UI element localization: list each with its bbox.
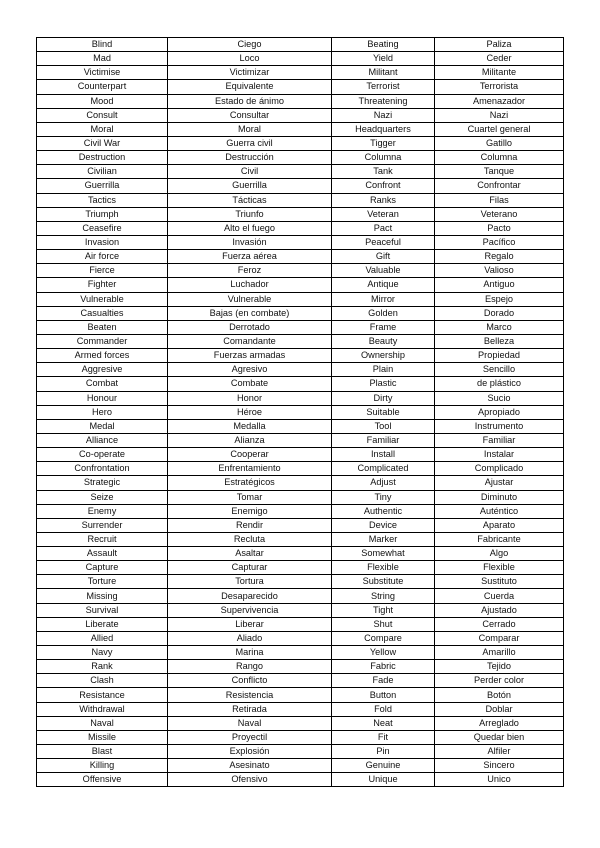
spanish-term-b-cell: Comparar [435, 631, 564, 645]
table-row [37, 532, 564, 546]
spanish-term-a-cell: Liberar [168, 617, 332, 631]
english-term-a-cell: Missile [37, 730, 168, 744]
english-term-b-cell: Peaceful [332, 235, 435, 249]
table-row [37, 448, 564, 462]
english-term-a-cell: Confrontation [37, 462, 168, 476]
spanish-term-a-cell: Marina [168, 646, 332, 660]
spanish-term-b-cell: Apropiado [435, 405, 564, 419]
table-row [37, 94, 564, 108]
spanish-term-a-cell: Proyectil [168, 730, 332, 744]
english-term-a-cell: Blast [37, 745, 168, 759]
table-row [37, 193, 564, 207]
english-term-a-cell: Capture [37, 561, 168, 575]
english-term-a-cell: Mood [37, 94, 168, 108]
english-term-a-cell: Co-operate [37, 448, 168, 462]
english-term-b-cell: Dirty [332, 391, 435, 405]
english-term-b-cell: Columna [332, 151, 435, 165]
spanish-term-a-cell: Honor [168, 391, 332, 405]
english-term-a-cell: Beaten [37, 320, 168, 334]
table-row [37, 349, 564, 363]
english-term-b-cell: Authentic [332, 504, 435, 518]
english-term-a-cell: Survival [37, 603, 168, 617]
table-row [37, 38, 564, 52]
table-row [37, 575, 564, 589]
english-term-b-cell: Threatening [332, 94, 435, 108]
spanish-term-b-cell: Sincero [435, 759, 564, 773]
english-term-a-cell: Triumph [37, 207, 168, 221]
spanish-term-a-cell: Tácticas [168, 193, 332, 207]
table-row [37, 547, 564, 561]
spanish-term-a-cell: Victimizar [168, 66, 332, 80]
english-term-a-cell: Invasion [37, 235, 168, 249]
english-term-b-cell: Complicated [332, 462, 435, 476]
english-term-a-cell: Seize [37, 490, 168, 504]
english-term-a-cell: Alliance [37, 433, 168, 447]
english-term-b-cell: Install [332, 448, 435, 462]
spanish-term-b-cell: Militante [435, 66, 564, 80]
english-term-b-cell: Beauty [332, 334, 435, 348]
spanish-term-b-cell: Algo [435, 547, 564, 561]
spanish-term-b-cell: Doblar [435, 702, 564, 716]
spanish-term-a-cell: Loco [168, 52, 332, 66]
spanish-term-b-cell: Complicado [435, 462, 564, 476]
spanish-term-b-cell: Valioso [435, 264, 564, 278]
english-term-a-cell: Missing [37, 589, 168, 603]
spanish-term-a-cell: Estado de ánimo [168, 94, 332, 108]
spanish-term-b-cell: Sucio [435, 391, 564, 405]
table-row [37, 490, 564, 504]
english-term-a-cell: Consult [37, 108, 168, 122]
table-row [37, 80, 564, 94]
spanish-term-a-cell: Alianza [168, 433, 332, 447]
spanish-term-a-cell: Héroe [168, 405, 332, 419]
english-term-a-cell: Destruction [37, 151, 168, 165]
spanish-term-a-cell: Rendir [168, 518, 332, 532]
english-term-a-cell: Enemy [37, 504, 168, 518]
spanish-term-a-cell: Civil [168, 165, 332, 179]
spanish-term-a-cell: Capturar [168, 561, 332, 575]
english-term-b-cell: Button [332, 688, 435, 702]
english-term-a-cell: Torture [37, 575, 168, 589]
spanish-term-b-cell: Cuartel general [435, 122, 564, 136]
english-term-a-cell: Air force [37, 250, 168, 264]
spanish-term-a-cell: Explosión [168, 745, 332, 759]
table-row [37, 660, 564, 674]
english-term-b-cell: Unique [332, 773, 435, 787]
spanish-term-b-cell: Nazi [435, 108, 564, 122]
spanish-term-b-cell: Cerrado [435, 617, 564, 631]
english-term-b-cell: Genuine [332, 759, 435, 773]
spanish-term-b-cell: Sencillo [435, 363, 564, 377]
english-term-a-cell: Armed forces [37, 349, 168, 363]
spanish-term-a-cell: Derrotado [168, 320, 332, 334]
table-row [37, 405, 564, 419]
english-term-b-cell: Valuable [332, 264, 435, 278]
spanish-term-a-cell: Medalla [168, 419, 332, 433]
spanish-term-b-cell: Ajustar [435, 476, 564, 490]
english-term-a-cell: Casualties [37, 306, 168, 320]
spanish-term-b-cell: Tejido [435, 660, 564, 674]
english-term-b-cell: Familiar [332, 433, 435, 447]
spanish-term-b-cell: Marco [435, 320, 564, 334]
table-row [37, 589, 564, 603]
spanish-term-b-cell: de plástico [435, 377, 564, 391]
english-term-a-cell: Strategic [37, 476, 168, 490]
spanish-term-b-cell: Quedar bien [435, 730, 564, 744]
english-term-a-cell: Resistance [37, 688, 168, 702]
table-row [37, 66, 564, 80]
english-term-b-cell: Tank [332, 165, 435, 179]
english-term-a-cell: Hero [37, 405, 168, 419]
english-term-b-cell: Terrorist [332, 80, 435, 94]
english-term-a-cell: Aggresive [37, 363, 168, 377]
table-row [37, 476, 564, 490]
spanish-term-b-cell: Pacífico [435, 235, 564, 249]
english-term-b-cell: Neat [332, 716, 435, 730]
english-term-b-cell: Plastic [332, 377, 435, 391]
spanish-term-a-cell: Conflicto [168, 674, 332, 688]
table-row [37, 759, 564, 773]
spanish-term-a-cell: Asesinato [168, 759, 332, 773]
english-term-a-cell: Offensive [37, 773, 168, 787]
table-row [37, 165, 564, 179]
english-term-b-cell: Marker [332, 532, 435, 546]
spanish-term-b-cell: Auténtico [435, 504, 564, 518]
english-term-a-cell: Rank [37, 660, 168, 674]
table-row [37, 363, 564, 377]
english-term-a-cell: Fighter [37, 278, 168, 292]
table-row [37, 108, 564, 122]
english-term-a-cell: Ceasefire [37, 221, 168, 235]
table-row [37, 745, 564, 759]
english-term-b-cell: Tool [332, 419, 435, 433]
english-term-a-cell: Combat [37, 377, 168, 391]
table-row [37, 306, 564, 320]
table-row [37, 462, 564, 476]
spanish-term-a-cell: Aliado [168, 631, 332, 645]
english-term-b-cell: Militant [332, 66, 435, 80]
spanish-term-a-cell: Invasión [168, 235, 332, 249]
spanish-term-b-cell: Fabricante [435, 532, 564, 546]
table-row [37, 264, 564, 278]
english-term-a-cell: Navy [37, 646, 168, 660]
english-term-b-cell: Beating [332, 38, 435, 52]
spanish-term-a-cell: Luchador [168, 278, 332, 292]
table-row [37, 603, 564, 617]
spanish-term-b-cell: Amarillo [435, 646, 564, 660]
spanish-term-a-cell: Fuerza aérea [168, 250, 332, 264]
english-term-b-cell: Compare [332, 631, 435, 645]
english-term-b-cell: Flexible [332, 561, 435, 575]
table-row [37, 688, 564, 702]
english-term-b-cell: Golden [332, 306, 435, 320]
english-term-a-cell: Recruit [37, 532, 168, 546]
english-term-a-cell: Commander [37, 334, 168, 348]
english-term-b-cell: Ranks [332, 193, 435, 207]
spanish-term-a-cell: Cooperar [168, 448, 332, 462]
table-row [37, 617, 564, 631]
table-row [37, 221, 564, 235]
table-row [37, 320, 564, 334]
spanish-term-b-cell: Gatillo [435, 136, 564, 150]
table-row [37, 730, 564, 744]
table-row [37, 561, 564, 575]
table-row [37, 207, 564, 221]
english-term-a-cell: Civilian [37, 165, 168, 179]
table-row [37, 518, 564, 532]
english-term-a-cell: Medal [37, 419, 168, 433]
spanish-term-b-cell: Tanque [435, 165, 564, 179]
english-term-b-cell: Mirror [332, 292, 435, 306]
vocabulary-table [36, 37, 564, 787]
english-term-b-cell: Suitable [332, 405, 435, 419]
english-term-a-cell: Vulnerable [37, 292, 168, 306]
english-term-b-cell: Nazi [332, 108, 435, 122]
spanish-term-b-cell: Instalar [435, 448, 564, 462]
english-term-b-cell: Gift [332, 250, 435, 264]
english-term-a-cell: Moral [37, 122, 168, 136]
spanish-term-b-cell: Terrorista [435, 80, 564, 94]
table-row [37, 504, 564, 518]
spanish-term-b-cell: Dorado [435, 306, 564, 320]
spanish-term-a-cell: Ciego [168, 38, 332, 52]
spanish-term-b-cell: Antiguo [435, 278, 564, 292]
spanish-term-a-cell: Comandante [168, 334, 332, 348]
spanish-term-a-cell: Estratégicos [168, 476, 332, 490]
english-term-a-cell: Mad [37, 52, 168, 66]
table-row [37, 674, 564, 688]
table-row [37, 250, 564, 264]
spanish-term-b-cell: Amenazador [435, 94, 564, 108]
english-term-a-cell: Blind [37, 38, 168, 52]
spanish-term-a-cell: Equivalente [168, 80, 332, 94]
table-row [37, 52, 564, 66]
english-term-a-cell: Assault [37, 547, 168, 561]
english-term-a-cell: Killing [37, 759, 168, 773]
english-term-b-cell: Headquarters [332, 122, 435, 136]
spanish-term-a-cell: Enfrentamiento [168, 462, 332, 476]
spanish-term-b-cell: Paliza [435, 38, 564, 52]
spanish-term-a-cell: Agresivo [168, 363, 332, 377]
english-term-a-cell: Civil War [37, 136, 168, 150]
spanish-term-a-cell: Combate [168, 377, 332, 391]
english-term-b-cell: Antique [332, 278, 435, 292]
spanish-term-b-cell: Filas [435, 193, 564, 207]
english-term-b-cell: Fold [332, 702, 435, 716]
spanish-term-a-cell: Vulnerable [168, 292, 332, 306]
spanish-term-a-cell: Bajas (en combate) [168, 306, 332, 320]
table-row [37, 292, 564, 306]
spanish-term-b-cell: Ajustado [435, 603, 564, 617]
english-term-a-cell: Naval [37, 716, 168, 730]
spanish-term-b-cell: Familiar [435, 433, 564, 447]
spanish-term-b-cell: Columna [435, 151, 564, 165]
spanish-term-a-cell: Feroz [168, 264, 332, 278]
spanish-term-a-cell: Guerrilla [168, 179, 332, 193]
english-term-a-cell: Allied [37, 631, 168, 645]
spanish-term-a-cell: Triunfo [168, 207, 332, 221]
english-term-b-cell: Tiny [332, 490, 435, 504]
table-row [37, 278, 564, 292]
english-term-b-cell: Frame [332, 320, 435, 334]
spanish-term-b-cell: Espejo [435, 292, 564, 306]
spanish-term-b-cell: Confrontar [435, 179, 564, 193]
spanish-term-b-cell: Instrumento [435, 419, 564, 433]
english-term-b-cell: Shut [332, 617, 435, 631]
spanish-term-b-cell: Botón [435, 688, 564, 702]
spanish-term-b-cell: Aparato [435, 518, 564, 532]
table-row [37, 631, 564, 645]
english-term-a-cell: Counterpart [37, 80, 168, 94]
english-term-a-cell: Withdrawal [37, 702, 168, 716]
table-row [37, 433, 564, 447]
table-row [37, 235, 564, 249]
spanish-term-a-cell: Fuerzas armadas [168, 349, 332, 363]
spanish-term-a-cell: Recluta [168, 532, 332, 546]
table-row [37, 419, 564, 433]
english-term-a-cell: Victimise [37, 66, 168, 80]
table-row [37, 646, 564, 660]
spanish-term-a-cell: Tomar [168, 490, 332, 504]
spanish-term-b-cell: Veterano [435, 207, 564, 221]
table-row [37, 334, 564, 348]
spanish-term-a-cell: Moral [168, 122, 332, 136]
english-term-b-cell: Tight [332, 603, 435, 617]
vocabulary-table-body [37, 38, 564, 787]
spanish-term-b-cell: Arreglado [435, 716, 564, 730]
spanish-term-b-cell: Pacto [435, 221, 564, 235]
table-row [37, 151, 564, 165]
table-row [37, 122, 564, 136]
english-term-a-cell: Tactics [37, 193, 168, 207]
english-term-b-cell: Yield [332, 52, 435, 66]
spanish-term-a-cell: Consultar [168, 108, 332, 122]
spanish-term-b-cell: Cuerda [435, 589, 564, 603]
spanish-term-a-cell: Alto el fuego [168, 221, 332, 235]
spanish-term-b-cell: Ceder [435, 52, 564, 66]
english-term-a-cell: Clash [37, 674, 168, 688]
spanish-term-b-cell: Flexible [435, 561, 564, 575]
spanish-term-b-cell: Unico [435, 773, 564, 787]
english-term-b-cell: Fabric [332, 660, 435, 674]
spanish-term-b-cell: Propiedad [435, 349, 564, 363]
spanish-term-a-cell: Ofensivo [168, 773, 332, 787]
english-term-a-cell: Surrender [37, 518, 168, 532]
english-term-b-cell: Veteran [332, 207, 435, 221]
english-term-b-cell: Fit [332, 730, 435, 744]
english-term-b-cell: Tigger [332, 136, 435, 150]
spanish-term-a-cell: Supervivencia [168, 603, 332, 617]
spanish-term-a-cell: Naval [168, 716, 332, 730]
spanish-term-b-cell: Perder color [435, 674, 564, 688]
english-term-b-cell: Yellow [332, 646, 435, 660]
english-term-b-cell: Pact [332, 221, 435, 235]
spanish-term-b-cell: Sustituto [435, 575, 564, 589]
table-row [37, 702, 564, 716]
table-row [37, 716, 564, 730]
table-row [37, 391, 564, 405]
table-row [37, 773, 564, 787]
spanish-term-a-cell: Retirada [168, 702, 332, 716]
english-term-a-cell: Guerrilla [37, 179, 168, 193]
english-term-b-cell: Fade [332, 674, 435, 688]
english-term-b-cell: Device [332, 518, 435, 532]
english-term-b-cell: Ownership [332, 349, 435, 363]
english-term-b-cell: Pin [332, 745, 435, 759]
table-row [37, 377, 564, 391]
english-term-a-cell: Honour [37, 391, 168, 405]
english-term-b-cell: Plain [332, 363, 435, 377]
spanish-term-b-cell: Belleza [435, 334, 564, 348]
english-term-b-cell: Confront [332, 179, 435, 193]
english-term-a-cell: Fierce [37, 264, 168, 278]
spanish-term-a-cell: Resistencia [168, 688, 332, 702]
spanish-term-a-cell: Desaparecido [168, 589, 332, 603]
english-term-b-cell: Adjust [332, 476, 435, 490]
spanish-term-a-cell: Rango [168, 660, 332, 674]
table-row [37, 179, 564, 193]
spanish-term-a-cell: Asaltar [168, 547, 332, 561]
english-term-b-cell: Substitute [332, 575, 435, 589]
spanish-term-b-cell: Regalo [435, 250, 564, 264]
spanish-term-a-cell: Guerra civil [168, 136, 332, 150]
spanish-term-b-cell: Alfiler [435, 745, 564, 759]
english-term-b-cell: String [332, 589, 435, 603]
spanish-term-b-cell: Diminuto [435, 490, 564, 504]
spanish-term-a-cell: Destrucción [168, 151, 332, 165]
english-term-b-cell: Somewhat [332, 547, 435, 561]
spanish-term-a-cell: Tortura [168, 575, 332, 589]
english-term-a-cell: Liberate [37, 617, 168, 631]
spanish-term-a-cell: Enemigo [168, 504, 332, 518]
table-row [37, 136, 564, 150]
